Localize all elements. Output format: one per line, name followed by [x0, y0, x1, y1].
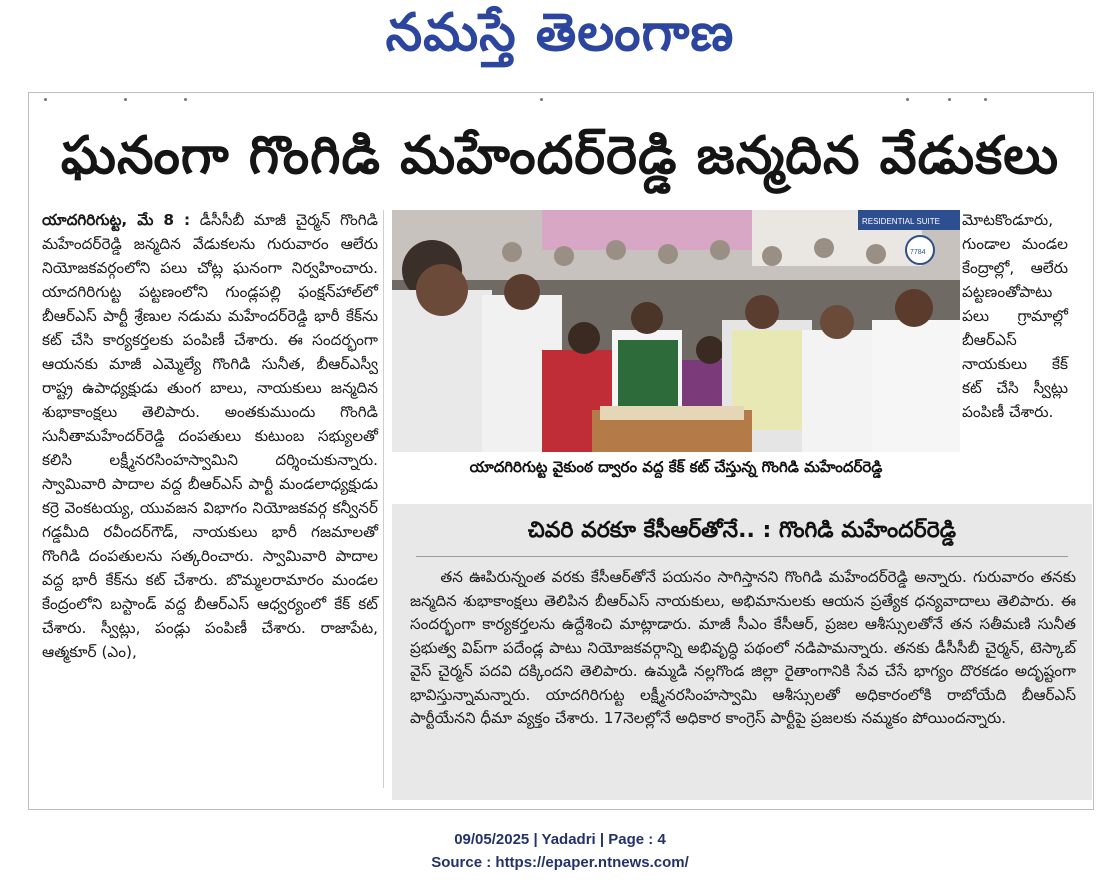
- photo-banner-number: 7784: [910, 249, 926, 256]
- photo-banner-text: RESIDENTIAL SUITE: [862, 217, 940, 226]
- masthead-logo: [360, 0, 760, 78]
- article-body-right: మోటకొండూరు, గుండాల మండల కేంద్రాల్లో, ఆలేరు పట్టణంతోపాటు పలు గ్రామాల్లో బీఆర్‌ఎస్‌ నాయకులు కేక్‌ కట్‌ చేసి స్వీట్లు పంపిణీ చేశారు.: [962, 211, 1068, 421]
- article-body-left-text: డీసీసీబీ మాజీ చైర్మన్‌ గొంగిడి మహేందర్‌రెడ్డి జన్మదిన వేడుకలను గురువారం ఆలేరు నియోజకవర్గంలోని పలు చోట్ల ఘనంగా నిర్వహించారు. యాదగిరిగుట్ట పట్టణంలోని గుండ్లపల్లి ఫంక్షన్‌హాల్‌లో బీఆర్‌ఎస్‌ పార్టీ శ్రేణుల నడుమ మహేందర్‌రెడ్డి భారీ కేక్‌ను కట్‌ చేసి కార్యకర్తలకు పంపిణీ చేశారు. ఈ సందర్భంగా ఆయనకు మాజీ ఎమ్మెల్యే గొంగిడి సునీత, బీఆర్‌ఎస్వీ రాష్ట్ర ఉపాధ్యక్షుడు తుంగ బాలు, నాయకులు జన్మదిన శుభాకాంక్షలు తెలిపారు. అంతకుముందు గొంగిడి సునీతామహేందర్‌రెడ్డి దంపతులు కుటుంబ సభ్యులతో కలిసి లక్ష్మీనరసింహస్వామిని దర్శించుకున్నారు. స్వామివారి పాదాల వద్ద బీఆర్‌ఎస్‌ పార్టీ మండలాధ్యక్షుడు కర్రె వెంకటయ్య, యువజన విభాగం నియోజకవర్గ కన్వీనర్‌ గడ్డమీది రవీందర్‌గౌడ్‌, నాయకులు భారీ గజమాలతో గొంగిడి దంపతులను సత్కరించారు. స్వామివారి పాదాల వద్ద భారీ కేక్‌ను కట్‌ చేశారు. బొమ్మలరామారం మండల కేంద్రంలోని బస్టాండ్‌ వద్ద బీఆర్‌ఎస్‌ ఆధ్వర్యంలో కేక్‌ కట్‌ చేశారు. స్వీట్లు, పండ్లు పంపిణీ చేశారు. రాజాపేట, ఆత్మకూర్‌ (ఎం),: [42, 211, 378, 661]
- column-divider: [383, 210, 384, 788]
- header-divider-dots: [28, 98, 1092, 104]
- sidebar-box: [392, 504, 1092, 800]
- sidebar-title: చివరి వరకూ కేసీఆర్‌తోనే.. : గొంగిడి మహేందర్‌రెడ్డి: [527, 518, 957, 543]
- footer-source-link[interactable]: Source : https://epaper.ntnews.com/: [431, 854, 689, 871]
- footer: [0, 828, 1120, 874]
- article-headline: ఘనంగా గొంగిడి మహేందర్‌రెడ్డి జన్మదిన వేడుకలు: [60, 126, 1060, 186]
- masthead-title: నమస్తే తెలంగాణ: [385, 2, 735, 63]
- article-dateline: యాదగిరిగుట్ట, మే 8 :: [42, 211, 191, 229]
- photo-caption: యాదగిరిగుట్ట వైకుంఠ ద్వారం వద్ద కేక్‌ కట్‌ చేస్తున్న గొంగిడి మహేందర్‌రెడ్డి: [469, 458, 883, 476]
- article-body-left: [42, 208, 378, 664]
- sidebar-body: తన ఊపిరున్నంత వరకు కేసీఆర్‌తోనే పయనం సాగిస్తానని గొంగిడి మహేందర్‌రెడ్డి అన్నారు. గురువారం తనకు జన్మదిన శుభాకాంక్షలు తెలిపిన బీఆర్‌ఎస్‌ నాయకులు, అభిమానులకు ఆయన ప్రత్యేక ధన్యవాదాలు తెలిపారు. ఈ సందర్భంగా కార్యకర్తలను ఉద్దేశించి మాట్లాడారు. మాజీ సీఎం కేసీఆర్‌, ప్రజల ఆశీస్సులతోనే తన సతీమణి సునీత ప్రభుత్వ విప్‌గా పదేండ్ల పాటు నియోజకవర్గాన్ని అభివృద్ధి పథంలో నడిపామన్నారు. తనకు డీసీసీబీ చైర్మన్‌, టెస్కాబ్‌ వైస్‌ చైర్మన్‌ పదవి దక్కిందని తెలిపారు. ఉమ్మడి నల్లగొండ జిల్లా రైతాంగానికి సేవ చేసే భాగ్యం దొరకడం అదృష్టంగా భావిస్తున్నామన్నారు. యాదగిరిగుట్ట లక్ష్మీనరసింహస్వామి ఆశీస్సులతో అధికారంలోకి రాబోయేది బీఆర్‌ఎస్‌ పార్టీయేనని ధీమా వ్యక్తం చేశారు. 17నెలల్లోనే అధికార కాంగ్రెస్‌ పార్టీపై ప్రజలకు నమ్మకం పోయిందన్నారు.: [410, 568, 1076, 727]
- sidebar-title-rule: [416, 556, 1068, 557]
- news-photo: [392, 210, 960, 452]
- footer-edition-line: 09/05/2025 | Yadadri | Page : 4: [454, 831, 666, 848]
